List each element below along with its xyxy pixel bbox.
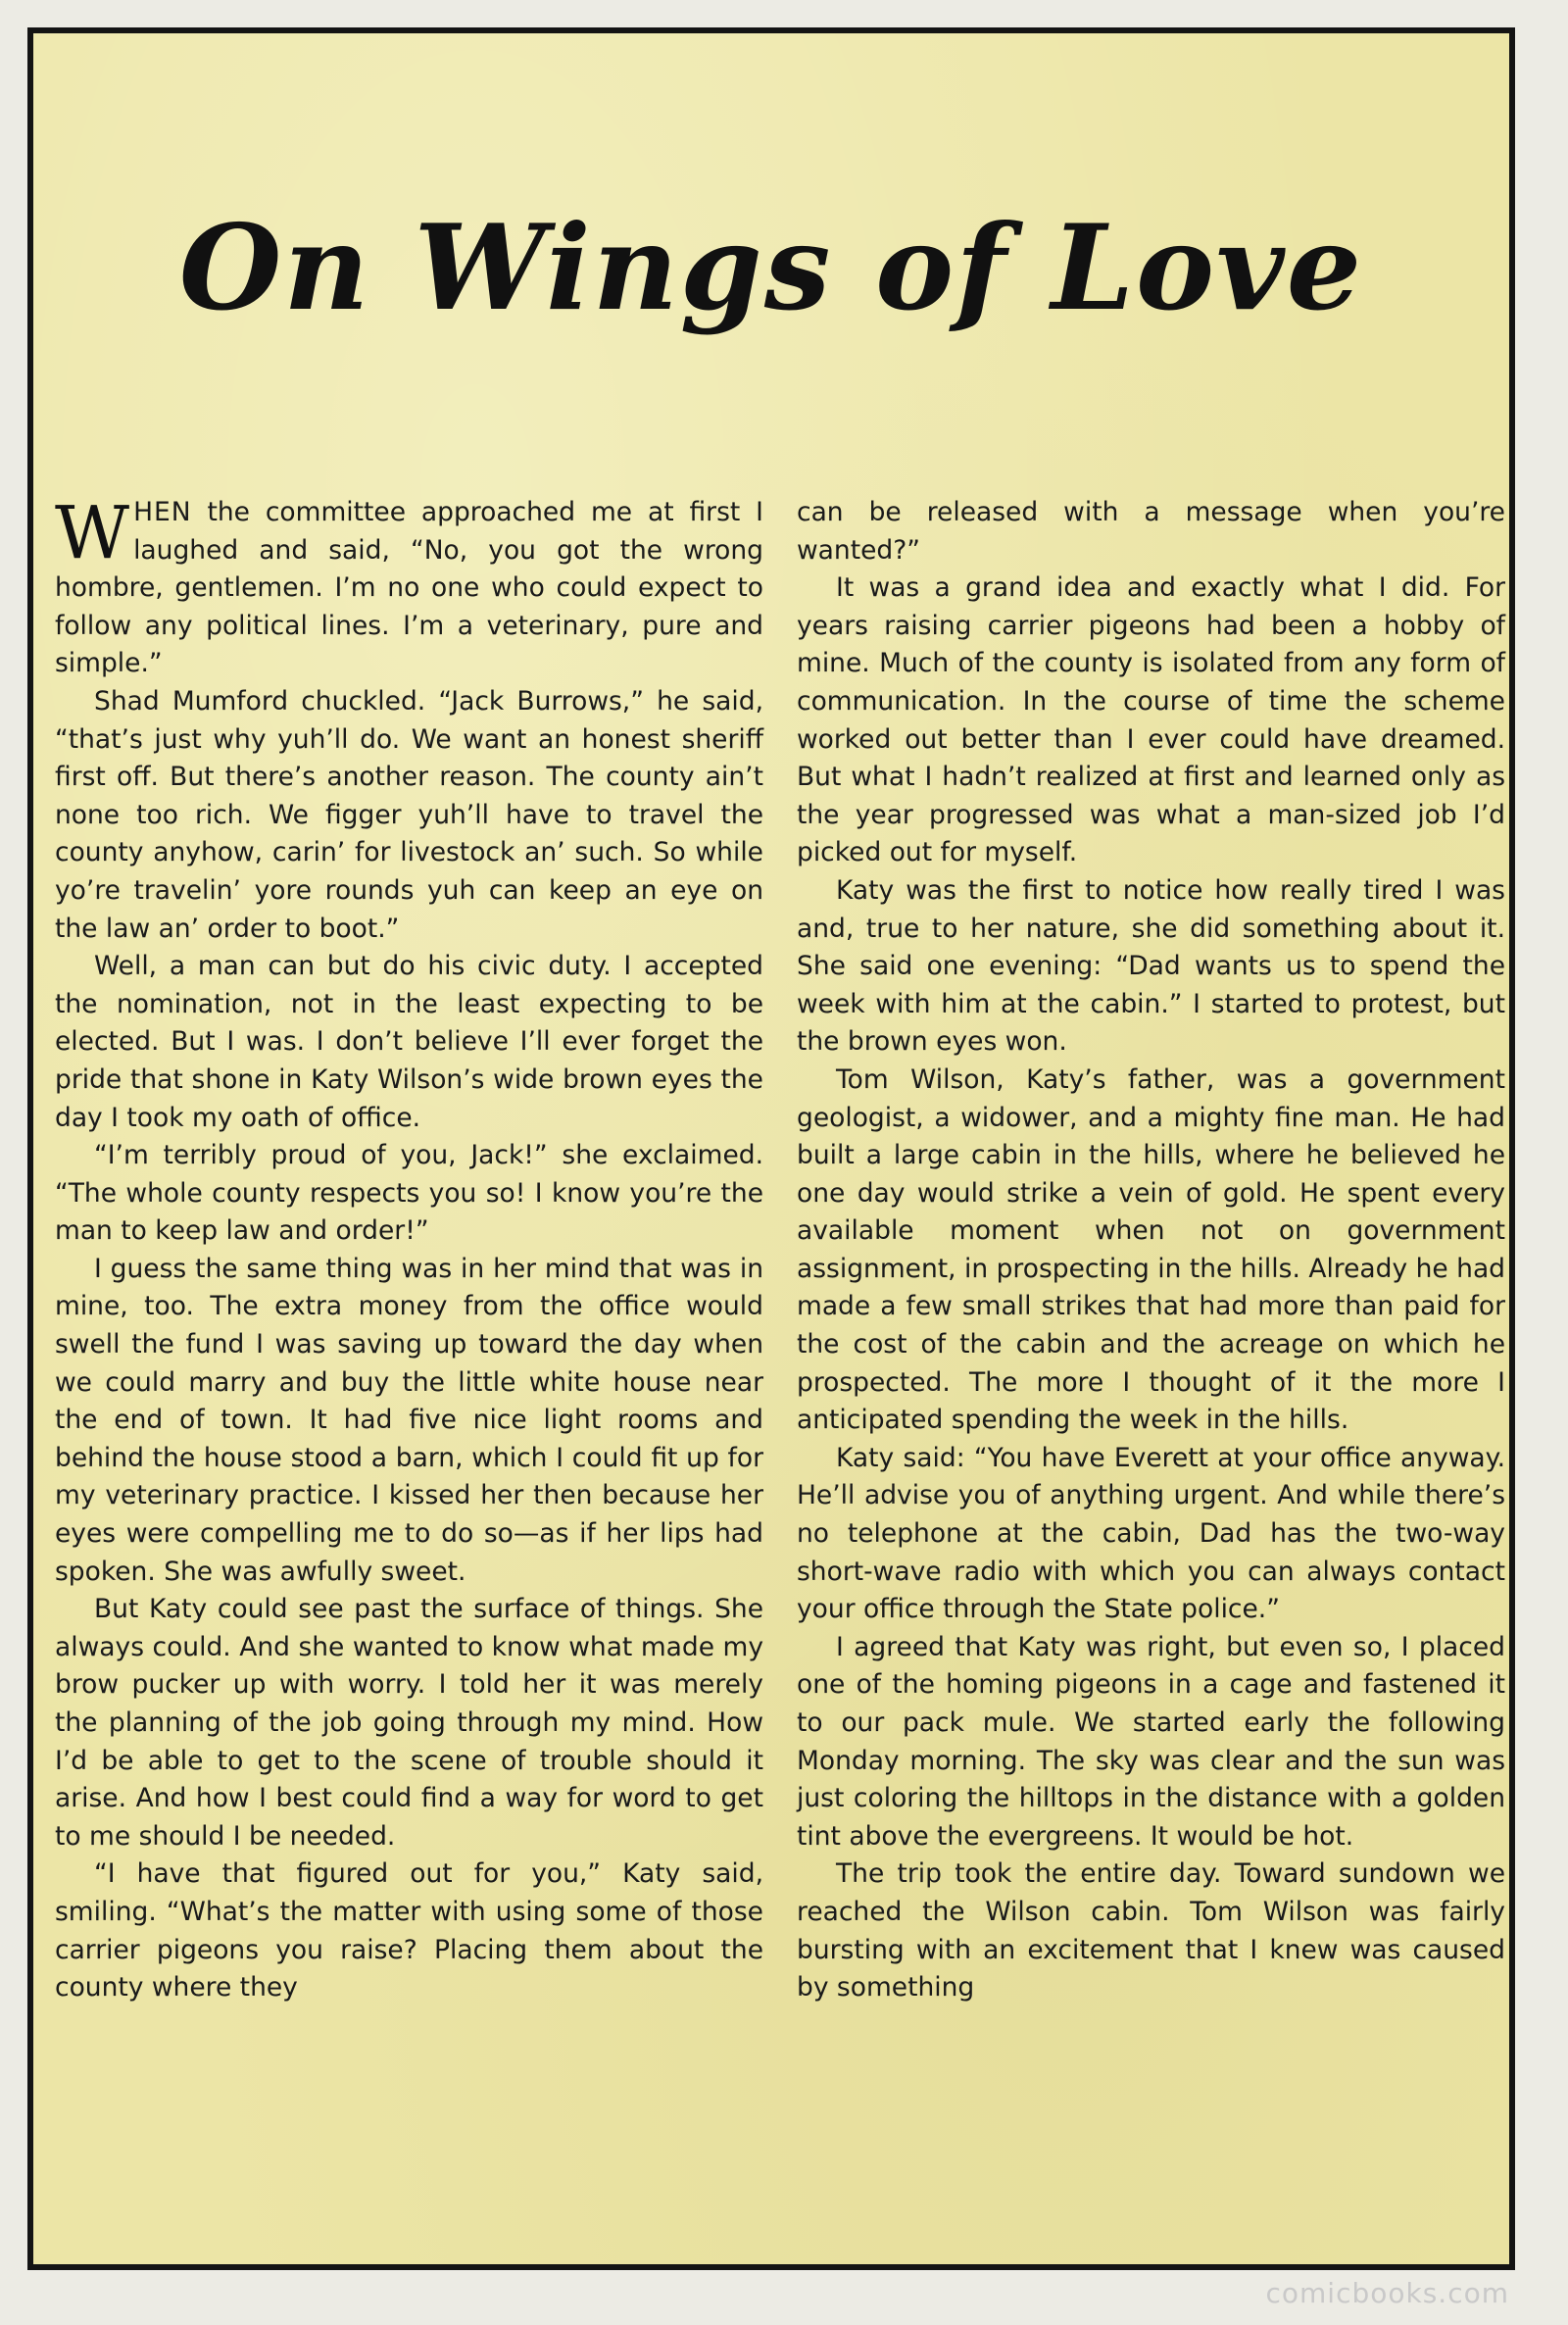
right-column [797, 494, 1505, 2258]
source-watermark: comicbooks.com [1265, 2277, 1509, 2309]
left-column [55, 491, 763, 2258]
paragraph: Katy said: “You have Everett at your office anyway. He’ll advise you of anything urgent. And while there’s no telephone at the cabin, Dad has the two-way short-wave radio with which you can always contact your office through the State police.” [797, 1442, 1505, 1625]
paragraph: Shad Mumford chuckled. “Jack Burrows,” he said, “that’s just why yuh’ll do. We want an honest sheriff first off. But there’s another reason. The county ain’t none too rich. We figger yuh’ll have to travel the county anyhow, carin’ for livestock an’ such. So while yo’re travelin’ yore rounds yuh can keep an eye on the law an’ order to boot.” [55, 685, 763, 944]
drop-cap: W [55, 491, 130, 575]
paragraph: It was a grand idea and exactly what I did. For years raising carrier pigeons had been a hobby of mine. Much of the county is isolated from any form of communication. In the course of time the scheme worked out better than I ever could have dreamed. But what I hadn’t realized at first and learned only as the year progressed was what a man-sized job I’d picked out for myself. [797, 572, 1505, 868]
paragraph: “I’m terribly proud of you, Jack!” she exclaimed. “The whole county respects you so! I know you’re the man to keep law and order!” [55, 1140, 763, 1247]
paragraph: I agreed that Katy was right, but even so, I placed one of the homing pigeons in a cage and fastened it to our pack mule. We started early the following Monday morning. The sky was clear and the sun was just coloring the hilltops in the distance with a golden tint above the evergreens. It would be hot. [797, 1631, 1505, 1852]
opening-word-rest: HEN [133, 497, 192, 527]
paragraph: Katy was the first to notice how really tired I was and, true to her nature, she did something about it. She said one evening: “Dad wants us to spend the week with him at the cabin.” I started to protest, but the brown eyes won. [797, 874, 1505, 1058]
paragraph: Well, a man can but do his civic duty. I accepted the nomination, not in the least expecting to be elected. But I was. I don’t believe I’ll ever forget the pride that shone in Katy Wilson’s wide brown eyes the day I took my oath of office. [55, 951, 763, 1133]
paragraph: I guess the same thing was in her mind that was in mine, too. The extra money from the office would swell the fund I was saving up toward the day when we could marry and buy the little white house near the end of town. It had five nice light rooms and behind the house stood a barn, which I could fit up for my veterinary practice. I kissed her then because her eyes were compelling me to do so—as if her lips had spoken. She was awfully sweet. [55, 1253, 763, 1587]
opening-paragraph [55, 491, 763, 683]
paragraph: The trip took the entire day. Toward sundown we reached the Wilson cabin. Tom Wilson was fairly bursting with an excitement that I knew was caused by something [797, 1858, 1505, 2003]
page-frame [27, 27, 1515, 2270]
paragraph: Tom Wilson, Katy’s father, was a government geologist, a widower, and a mighty fine man. He had built a large cabin in the hills, where he believed he one day would strike a vein of gold. He spent every available moment when not on government assignment, in prospecting in the hills. Already he had made a few small strikes that had more than paid for the cost of the cabin and the acreage on which he prospected. The more I thought of it the more I anticipated spending the week in the hills. [797, 1064, 1505, 1436]
opening-sentence: the committee approached me at first I laughed and said, “No, you got the wrong hombre, gentlemen. I’m no one who could expect to follow any political lines. I’m a veterinary, pure and simple.” [55, 497, 763, 679]
story-title: On Wings of Love [178, 199, 1364, 337]
story-body [55, 491, 1505, 2258]
paragraph: But Katy could see past the surface of things. She always could. And she wanted to know what made my brow pucker up with worry. I told her it was merely the planning of the job going through my mind. How I’d be able to get to the scene of trouble should it arise. And how I best could find a way for word to get to me should I be needed. [55, 1594, 763, 1852]
paragraph: “I have that figured out for you,” Katy said, smiling. “What’s the matter with using some of those carrier pigeons you raise? Placing them about the county where they [55, 1858, 763, 2003]
continued-paragraph: can be released with a message when you’re wanted?” [797, 497, 1505, 566]
